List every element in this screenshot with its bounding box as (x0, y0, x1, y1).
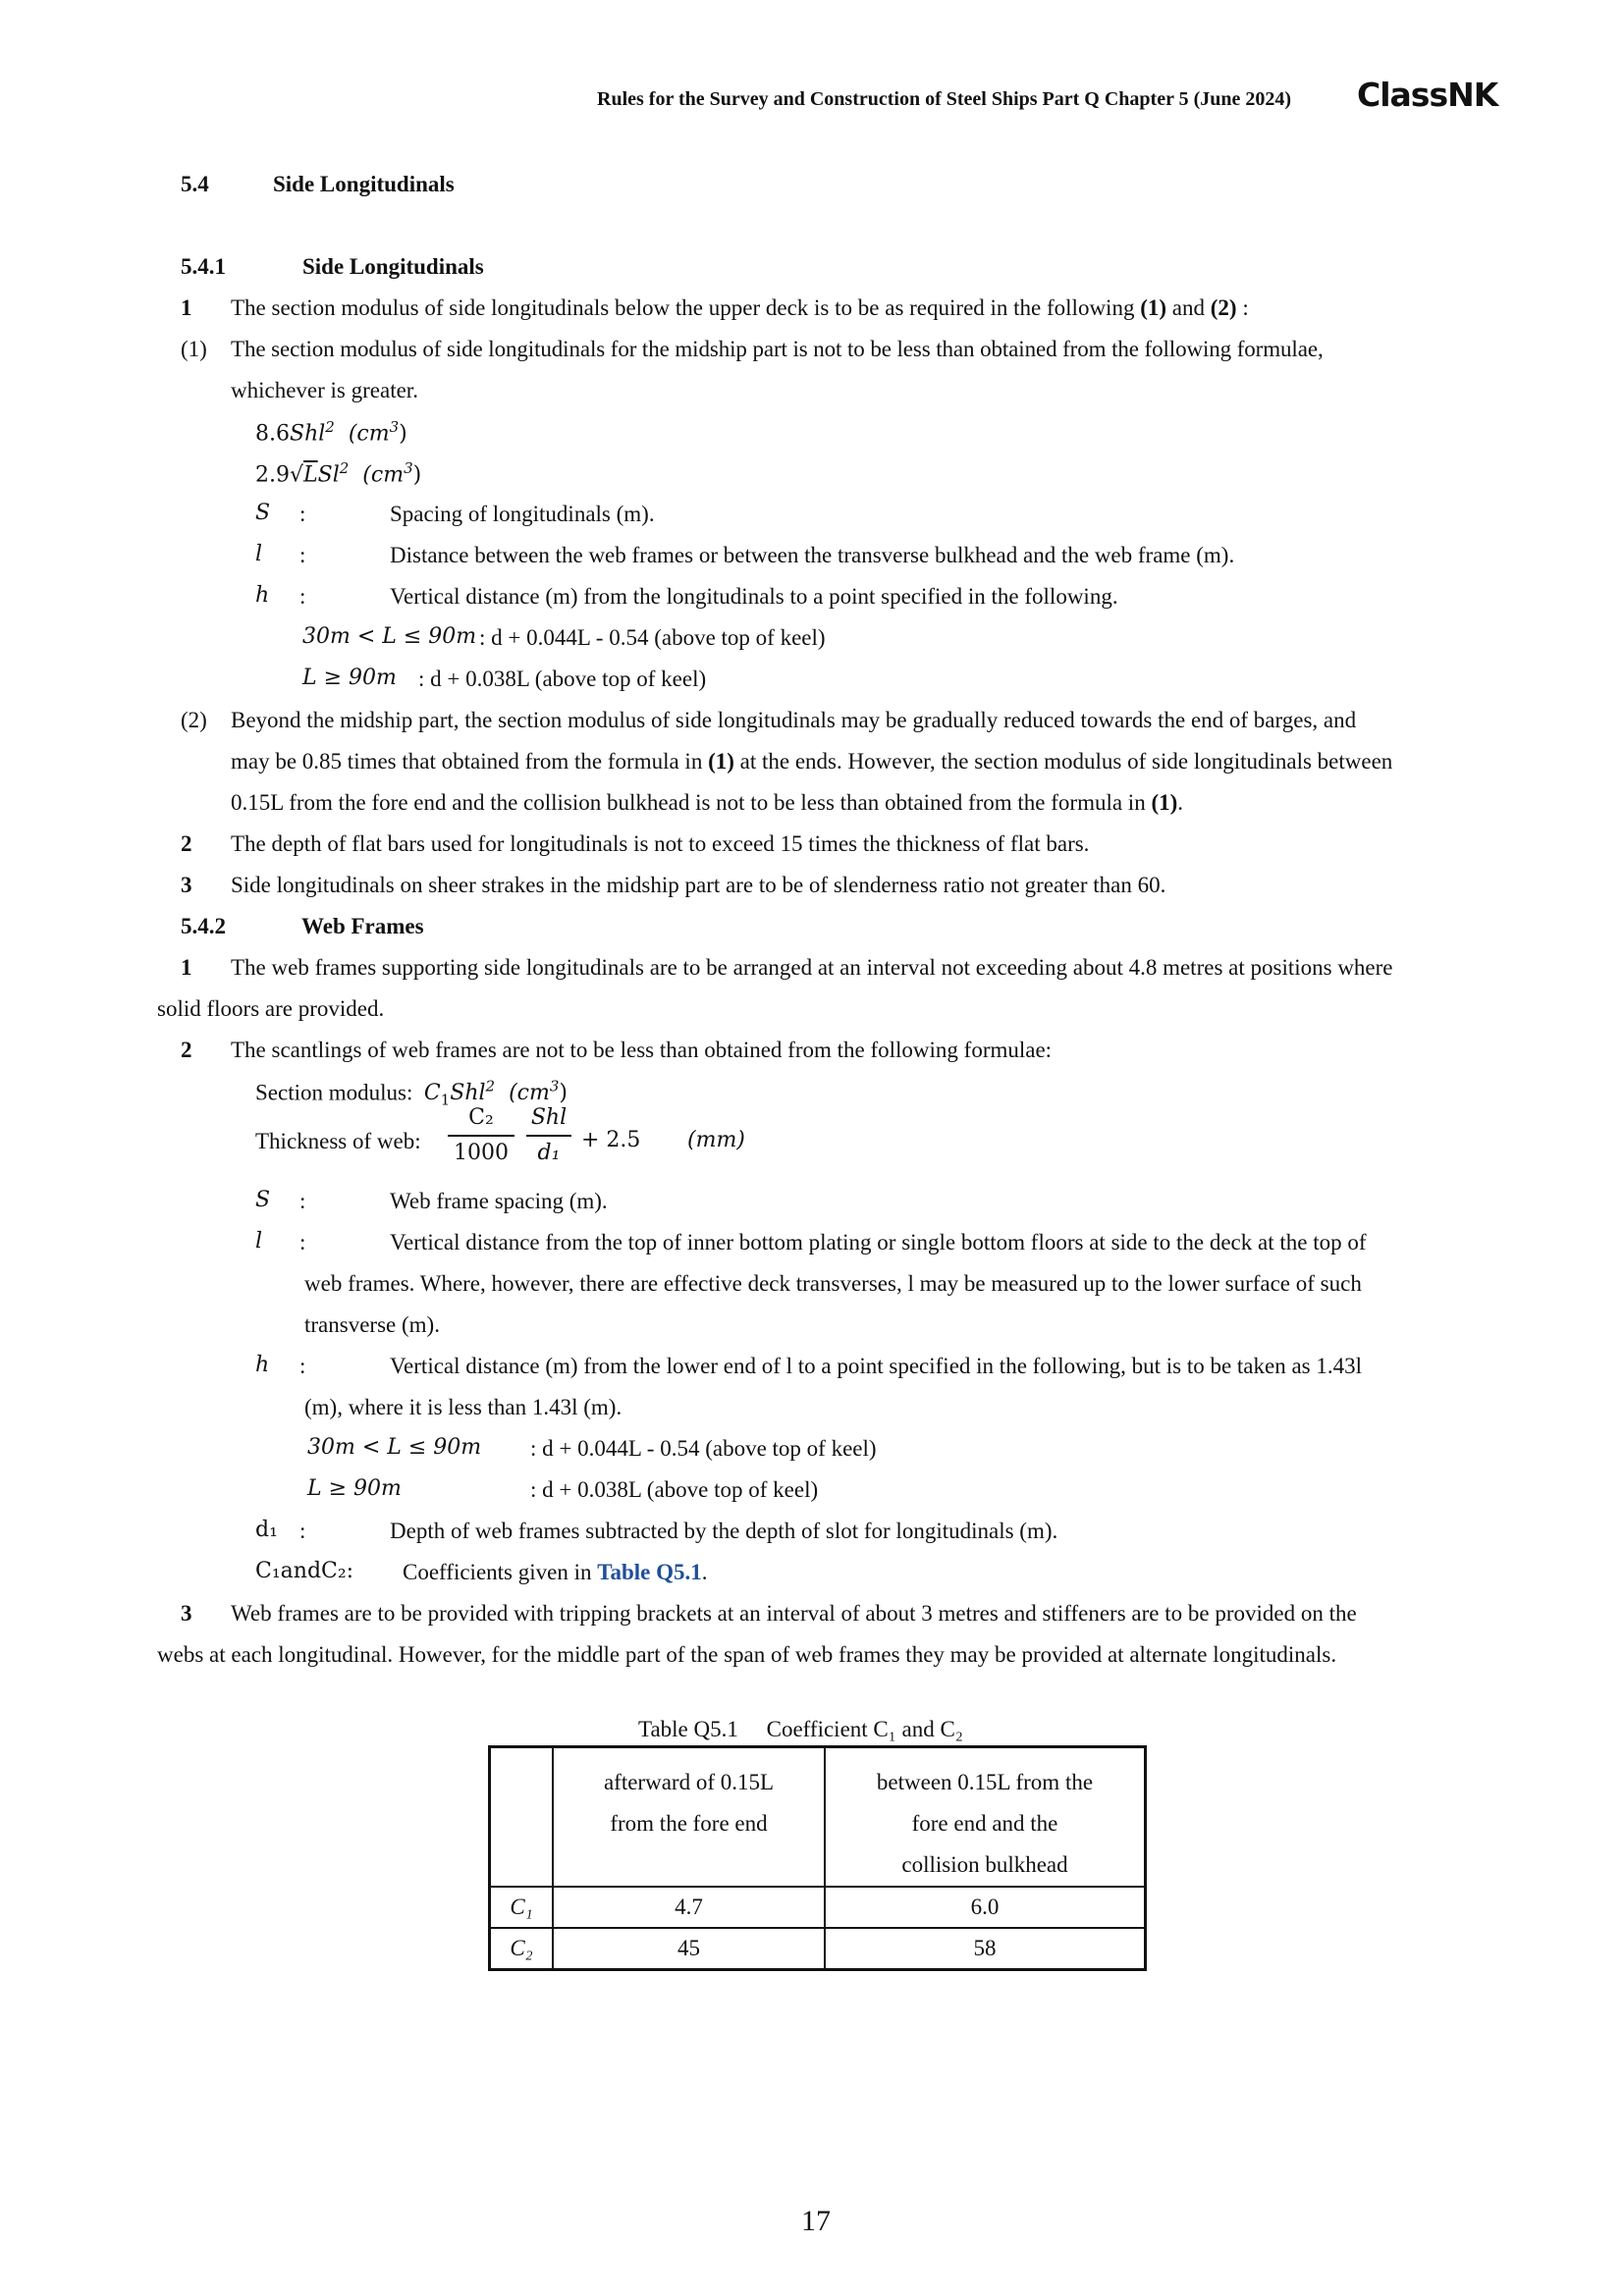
running-header: Rules for the Survey and Construction of Steel Ships Part Q Chapter 5 (June 2024) (597, 88, 1292, 110)
paragraph-number: 2 (181, 1038, 192, 1062)
paragraph-text: webs at each longitudinal. However, for the middle part of the span of web frames they may be provided at alternate longitudinals. (157, 1642, 1337, 1667)
paragraph-text: The section modulus of side longitudinals below the upper deck is to be as required in the following (1) and (2) : (231, 295, 1249, 320)
table-header-cell: between 0.15L from the fore end and the collision bulkhead (825, 1747, 1146, 1888)
table-row-label: C₂ (490, 1928, 554, 1969)
definition-text: transverse (m). (304, 1312, 440, 1337)
table-row (490, 1928, 1146, 1969)
definition-symbol: S (255, 1188, 271, 1212)
page-number: 17 (801, 2205, 831, 2237)
condition-text: : d + 0.038L (above top of keel) (530, 1477, 819, 1502)
condition-math: L ≥ 90m (307, 1476, 402, 1501)
definition-text: Spacing of longitudinals (m). (390, 502, 655, 526)
paragraph-text: Side longitudinals on sheer strakes in the midship part are to be of slenderness ratio not greater than 60. (231, 873, 1166, 897)
table-header-cell: afterward of 0.15L from the fore end (553, 1747, 825, 1888)
formula: 2.9√LSl$^2$ $(cm^3)$ (255, 459, 422, 488)
definition-symbol: l (255, 542, 263, 566)
definition-text: Vertical distance (m) from the longitudinals to a point specified in the following. (390, 584, 1118, 609)
table-caption: Table Q5.1 Coefficient C₁ and C₂ (638, 1717, 963, 1741)
condition-text: : d + 0.044L - 0.54 (above top of keel) (479, 625, 826, 650)
condition-math: 30m < L ≤ 90m (302, 624, 477, 649)
definition-colon: : (299, 584, 306, 609)
fraction-shl-d1: Shl d₁ (526, 1107, 571, 1164)
paragraph-text: solid floors are provided. (157, 996, 385, 1021)
formula: 8.6Shl$^2$ $(cm^3)$ (255, 418, 407, 447)
item-text: may be 0.85 times that obtained from the formula in (1) at the ends. However, the section modulus of side longitudinals between (231, 749, 1393, 774)
definition-colon: : (299, 1189, 306, 1213)
definition-colon: : (299, 502, 306, 526)
definition-text: (m), where it is less than 1.43l (m). (304, 1395, 623, 1419)
definition-colon: : (299, 1354, 306, 1378)
paragraph-text: The web frames supporting side longitudinals are to be arranged at an interval not exceeding about 4.8 metres at positions where (231, 955, 1393, 980)
condition-text: : d + 0.038L (above top of keel) (418, 667, 707, 691)
paragraph-text: The scantlings of web frames are not to be less than obtained from the following formulae: (231, 1038, 1053, 1062)
coefficient-table (488, 1745, 1147, 1971)
item-text: 0.15L from the fore end and the collision bulkhead is not to be less than obtained from the formula in (1). (231, 790, 1184, 815)
definition-text: Coefficients given in Table Q5.1. (403, 1560, 708, 1584)
subsection-title: Web Frames (301, 914, 424, 938)
item-text: The section modulus of side longitudinals for the midship part is not to be less than obtained from the following formulae, (231, 337, 1324, 361)
subsection-number: 5.4.1 (181, 254, 226, 279)
subsection-title: Side Longitudinals (302, 254, 484, 279)
fraction-c2-1000: C₂ 1000 (448, 1107, 514, 1164)
table-corner-cell (490, 1747, 554, 1888)
paragraph-text: The depth of flat bars used for longitudinals is not to exceed 15 times the thickness of flat bars. (231, 831, 1090, 856)
table-cell: 45 (553, 1928, 825, 1969)
definition-text: Depth of web frames subtracted by the depth of slot for longitudinals (m). (390, 1519, 1058, 1543)
subsection-number: 5.4.2 (181, 914, 226, 938)
item-text: Beyond the midship part, the section modulus of side longitudinals may be gradually reduced towards the end of barges, and (231, 708, 1357, 732)
table-cell: 58 (825, 1928, 1146, 1969)
condition-text: : d + 0.044L - 0.54 (above top of keel) (530, 1436, 877, 1461)
definition-text: Web frame spacing (m). (390, 1189, 608, 1213)
definition-symbol: l (255, 1229, 263, 1254)
table-cell: 6.0 (825, 1887, 1146, 1928)
definition-colon: : (299, 1519, 306, 1543)
definition-colon: : (299, 1230, 306, 1255)
table-row-label: C₁ (490, 1887, 554, 1928)
item-label: (2) (181, 708, 207, 732)
paragraph-text: Web frames are to be provided with tripping brackets at an interval of about 3 metres and stiffeners are to be provided on the (231, 1601, 1357, 1626)
table-row (490, 1887, 1146, 1928)
paragraph-number: 2 (181, 831, 192, 856)
thickness-unit: (mm) (687, 1128, 745, 1152)
table-cell: 4.7 (553, 1887, 825, 1928)
thickness-label: Thickness of web: (255, 1129, 421, 1153)
definition-symbol: S (255, 501, 271, 525)
item-label: (1) (181, 337, 207, 361)
section-number: 5.4 (181, 172, 209, 196)
classnk-logo: ClassNK (1357, 76, 1498, 114)
paragraph-number: 3 (181, 1601, 192, 1626)
table-q5-1-link[interactable]: Table Q5.1 (597, 1560, 702, 1584)
definition-symbol: C₁andC₂: (255, 1559, 354, 1583)
definition-text: Distance between the web frames or between the transverse bulkhead and the web frame (m). (390, 543, 1235, 567)
definition-text: Vertical distance from the top of inner bottom plating or single bottom floors at side to the deck at the top of (390, 1230, 1367, 1255)
section-title: Side Longitudinals (273, 172, 455, 196)
definition-colon: : (299, 543, 306, 567)
paragraph-number: 3 (181, 873, 192, 897)
paragraph-number: 1 (181, 955, 192, 980)
definition-symbol: d₁ (255, 1518, 278, 1542)
condition-math: L ≥ 90m (302, 666, 397, 690)
definition-text: web frames. Where, however, there are effective deck transverses, l may be measured up to the lower surface of such (304, 1271, 1362, 1296)
definition-text: Vertical distance (m) from the lower end of l to a point specified in the following, but is to be taken as 1.43l (390, 1354, 1363, 1378)
section-modulus-formula: Section modulus: $C_1Shl^2$ $(cm^3)$ (255, 1078, 568, 1109)
condition-math: 30m < L ≤ 90m (307, 1435, 482, 1460)
thickness-plus: + 2.5 (581, 1128, 641, 1152)
item-text: whichever is greater. (231, 378, 418, 402)
definition-symbol: h (255, 583, 270, 608)
definition-symbol: h (255, 1353, 270, 1377)
paragraph-number: 1 (181, 295, 192, 320)
